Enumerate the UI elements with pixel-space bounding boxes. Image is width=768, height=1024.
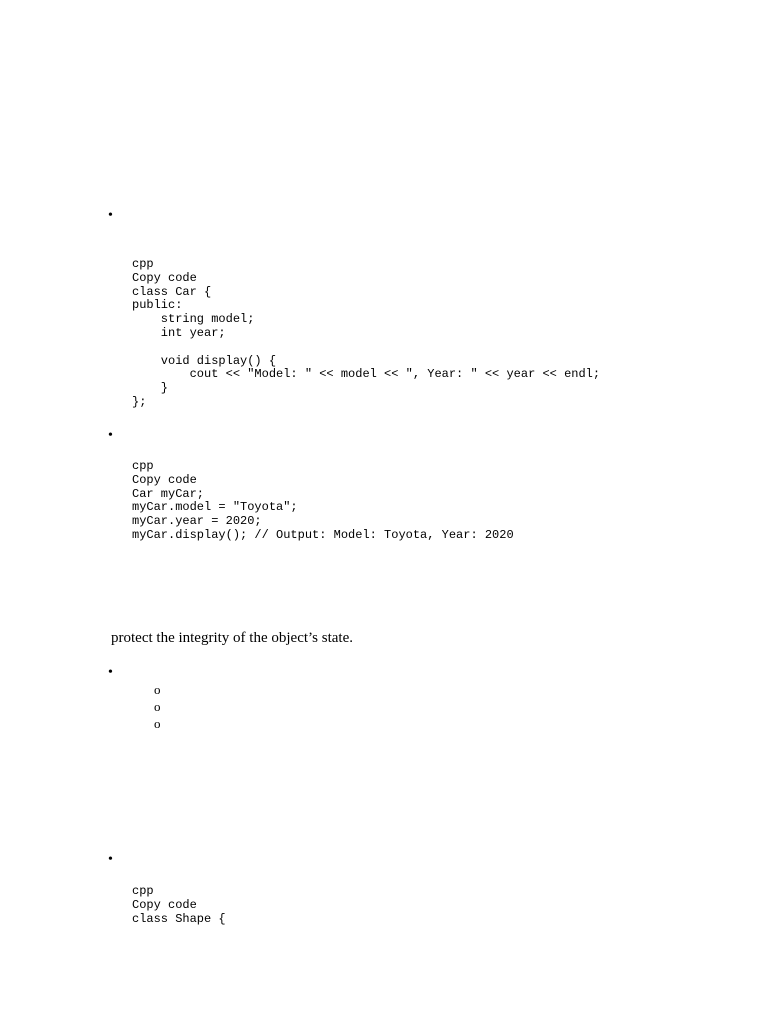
bullet-1: •	[108, 208, 113, 223]
paragraph-text: protect the integrity of the object’s state.	[111, 630, 354, 646]
sub-bullet-1: o	[154, 682, 161, 697]
bullet-3: •	[108, 665, 113, 680]
bullet-4: •	[108, 852, 113, 867]
code-block-shape-class: cpp Copy code class Shape {	[132, 884, 226, 926]
sub-bullet-3: o	[154, 716, 161, 731]
sub-bullet-2: o	[154, 699, 161, 714]
code-block-car-usage: cpp Copy code Car myCar; myCar.model = "Toyota"; myCar.year = 2020; myCar.display(); // Output: Model: Toyota, Year: 2020	[132, 459, 514, 542]
code-block-car-class: cpp Copy code class Car { public: string model; int year; void display() { cout << "Model: " << model << ", Year: " << year << endl; } };	[132, 257, 601, 409]
bullet-2: •	[108, 428, 113, 443]
